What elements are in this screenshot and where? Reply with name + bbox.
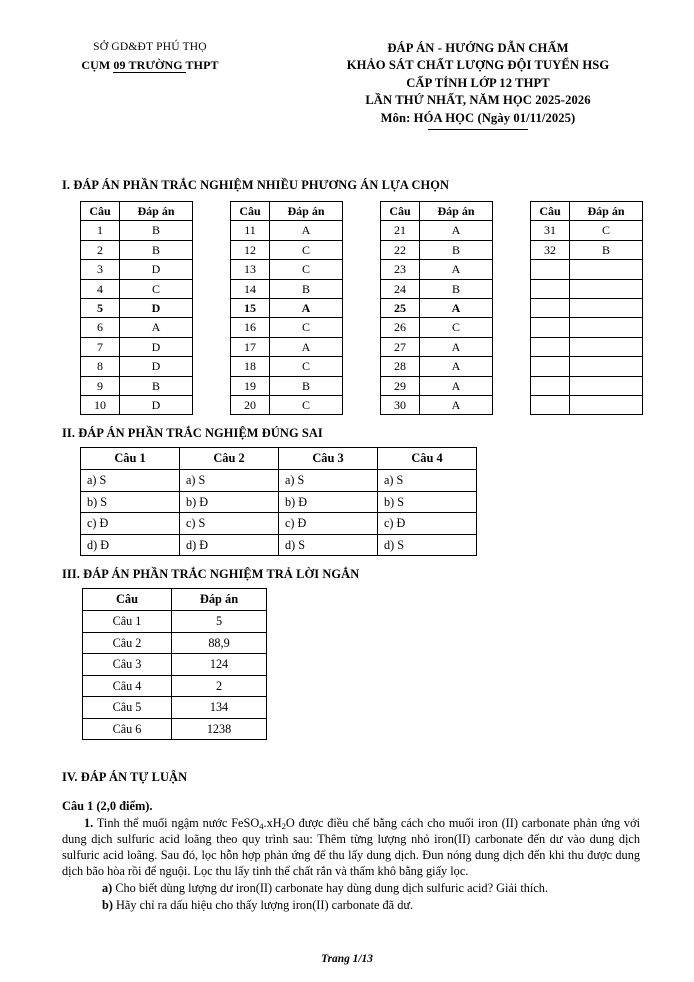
school-cluster-prefix: CỤM [81,57,114,72]
answer-value: B [570,240,643,259]
answer-value [570,357,643,376]
answer-value: A [120,318,193,337]
table-row [381,279,493,298]
school-cluster-suffix: THPT [185,57,219,72]
question-number: 6 [81,318,120,337]
question-number: 5 [81,298,120,317]
answer-value: C [270,240,343,259]
column-header-answer: Đáp án [120,201,193,220]
sub-item-tag-b: b) [102,897,113,912]
table-row [231,395,343,414]
table-row [381,318,493,337]
answer-value: A [420,337,493,356]
section-2-heading: II. ĐÁP ÁN PHẦN TRẮC NGHIỆM ĐÚNG SAI [62,426,323,441]
exam-title-line-3: CẤP TỈNH LỚP 12 THPT [406,75,550,90]
header-issuing-authority [0,40,300,75]
question-1-sub-item-a [62,881,640,897]
column-header-answer: Đáp án [270,201,343,220]
table-row [381,298,493,317]
table-row [81,513,477,535]
question-1-sub-item-b [62,898,640,914]
table-row [381,357,493,376]
table-row [81,240,193,259]
mcq-table-block-4 [530,201,643,415]
answer-value [570,260,643,279]
answer-value: B [120,240,193,259]
school-cluster-name [81,58,218,73]
question-label: Câu 1 [83,610,172,632]
answer-value: B [420,279,493,298]
answer-value: C [270,357,343,376]
answer-value: D [120,298,193,317]
table-block-spacer [193,201,230,415]
question-number: 19 [231,376,270,395]
question-number: 13 [231,260,270,279]
table-row [81,469,477,491]
section-1-answer-tables [80,201,694,415]
table-row [231,260,343,279]
question-number: 20 [231,395,270,414]
answer-value: A [420,221,493,240]
answer-value: C [420,318,493,337]
table-row [531,221,643,240]
column-header-question: Câu [381,201,420,220]
question-number [531,279,570,298]
school-cluster-underlined: 09 TRƯỜNG [113,57,186,72]
answer-value: b) S [81,491,180,513]
answer-value: 5 [172,610,267,632]
question-number: 32 [531,240,570,259]
exam-title-line-2: KHẢO SÁT CHẤT LƯỢNG ĐỘI TUYỂN HSG [346,58,610,73]
answer-value: B [270,279,343,298]
question-number: 4 [81,279,120,298]
department-name: SỞ GD&ĐT PHÚ THỌ [93,41,207,53]
answer-value: 1238 [172,718,267,740]
question-number: 18 [231,357,270,376]
sub-item-tag-a: a) [102,880,113,895]
column-header-question: Câu [531,201,570,220]
table-block-spacer [493,201,530,415]
column-header-question-4: Câu 4 [378,448,477,470]
mcq-table-block-1 [80,201,193,415]
column-header-question-3: Câu 3 [279,448,378,470]
question-number: 23 [381,260,420,279]
question-number: 31 [531,221,570,240]
table-row [381,395,493,414]
question-number: 11 [231,221,270,240]
question-label: Câu 4 [83,675,172,697]
answer-value: a) S [378,469,477,491]
answer-value: d) Đ [81,534,180,556]
answer-value: A [420,357,493,376]
question-number: 21 [381,221,420,240]
table-row [83,697,267,719]
table-row [381,240,493,259]
question-number: 16 [231,318,270,337]
table-row [81,279,193,298]
table-row [83,675,267,697]
table-row [81,298,193,317]
table-block-spacer [343,201,380,415]
column-header-question-1: Câu 1 [81,448,180,470]
table-row [81,534,477,556]
answer-value: c) Đ [279,513,378,535]
column-header-answer: Đáp án [570,201,643,220]
answer-value: A [420,260,493,279]
question-label: Câu 3 [83,654,172,676]
table-row [231,376,343,395]
answer-value: b) S [378,491,477,513]
answer-value: C [570,221,643,240]
answer-value: B [120,221,193,240]
table-row [531,376,643,395]
answer-value: A [420,376,493,395]
table-row [531,337,643,356]
question-number: 2 [81,240,120,259]
column-header-question-2: Câu 2 [180,448,279,470]
table-row [81,395,193,414]
table-row [231,298,343,317]
answer-value: D [120,357,193,376]
question-number: 30 [381,395,420,414]
question-number: 29 [381,376,420,395]
true-false-answer-table [80,447,477,556]
answer-value [570,279,643,298]
question-number: 17 [231,337,270,356]
page-number-label: Trang 1/13 [321,953,373,965]
table-row [381,260,493,279]
exam-title-line-4: LẦN THỨ NHẤT, NĂM HỌC 2025-2026 [365,93,591,108]
table-row [531,260,643,279]
answer-value [570,376,643,395]
statement-text-part-1: Tinh thể muối ngậm nước FeSO [93,815,260,830]
question-label: Câu 5 [83,697,172,719]
answer-value [570,298,643,317]
answer-value: a) S [81,469,180,491]
answer-value: D [120,337,193,356]
table-row [81,221,193,240]
table-header-row [531,201,643,220]
answer-value: 124 [172,654,267,676]
table-row [531,318,643,337]
question-number: 1 [81,221,120,240]
table-row [381,221,493,240]
answer-value: A [270,221,343,240]
answer-value: C [120,279,193,298]
question-number: 10 [81,395,120,414]
question-number: 28 [381,357,420,376]
answer-value: d) S [378,534,477,556]
question-number [531,318,570,337]
question-number: 22 [381,240,420,259]
answer-value: 2 [172,675,267,697]
mcq-table-block-3 [380,201,493,415]
statement-text-part-2: .xH [263,815,282,830]
column-header-question: Câu [83,589,172,611]
answer-value: c) Đ [81,513,180,535]
table-row [531,240,643,259]
answer-value: C [270,318,343,337]
document-header [0,0,694,130]
header-divider-rule [428,129,528,130]
column-header-answer: Đáp án [172,589,267,611]
answer-value: c) S [180,513,279,535]
question-number: 14 [231,279,270,298]
table-header-row [81,201,193,220]
table-row [231,318,343,337]
answer-value: D [120,260,193,279]
header-exam-title [300,40,694,130]
table-row [231,240,343,259]
question-number: 8 [81,357,120,376]
table-row [83,632,267,654]
question-number [531,395,570,414]
question-number: 24 [381,279,420,298]
answer-value: 88,9 [172,632,267,654]
question-number: 12 [231,240,270,259]
question-number: 3 [81,260,120,279]
question-1-label: Câu 1 (2,0 điểm). [62,799,153,814]
answer-value: D [120,395,193,414]
answer-value: b) Đ [279,491,378,513]
table-row [81,376,193,395]
question-number: 15 [231,298,270,317]
table-row [231,221,343,240]
question-number: 7 [81,337,120,356]
answer-value: b) Đ [180,491,279,513]
table-row [83,654,267,676]
table-row [81,260,193,279]
question-number [531,298,570,317]
exam-title-line-1: ĐÁP ÁN - HƯỚNG DẪN CHẤM [387,41,569,55]
table-row [81,337,193,356]
column-header-question: Câu [81,201,120,220]
table-row [81,491,477,513]
answer-value: B [120,376,193,395]
answer-value: A [270,298,343,317]
answer-value: A [420,395,493,414]
question-number: 26 [381,318,420,337]
answer-value: a) S [180,469,279,491]
question-label: Câu 2 [83,632,172,654]
table-row [531,357,643,376]
exam-subject-and-date: Môn: HÓA HỌC (Ngày 01/11/2025) [380,110,576,125]
answer-value: a) S [279,469,378,491]
question-number [531,260,570,279]
section-4-body [62,798,640,913]
table-header-row [231,201,343,220]
answer-value: d) S [279,534,378,556]
question-1-statement [62,816,640,880]
section-3-heading: III. ĐÁP ÁN PHẦN TRẮC NGHIỆM TRẢ LỜI NGẮN [62,567,360,582]
statement-text-part-3: O được điều chế bằng cách cho muối iron (II) carbonate phản ứng với dung dịch sulfuric acid loãng theo quy trình sau: Thêm từng lượng nhỏ iron(II) carbonate đến dư vào dung dịch sulfuric acid loãng. Sau đó, lọc hỗn hợp phản ứng để thu lấy dung dịch. Đun nóng dung dịch đến khi thu được dung dịch bão hòa rồi để nguội. Lọc thu lấy tinh thể chất rắn và thấm khô bằng giấy lọc. [62,815,640,878]
question-number [531,376,570,395]
table-header-row [81,448,477,470]
question-number: 25 [381,298,420,317]
table-row [83,610,267,632]
short-answer-table [82,588,267,740]
table-row [381,337,493,356]
table-header-row [83,589,267,611]
answer-value [570,395,643,414]
answer-value: B [420,240,493,259]
question-number: 27 [381,337,420,356]
table-row [231,279,343,298]
answer-value: C [270,395,343,414]
answer-value: C [270,260,343,279]
section-4-heading: IV. ĐÁP ÁN TỰ LUẬN [62,770,188,785]
formula-subscript-2: 2 [281,821,286,832]
answer-value: d) Đ [180,534,279,556]
sub-item-text-a: Cho biết dùng lượng dư iron(II) carbonate hay dùng dung dịch sulfuric acid? Giải thích. [112,880,549,895]
table-header-row [381,201,493,220]
column-header-answer: Đáp án [420,201,493,220]
question-number [531,337,570,356]
table-row [531,395,643,414]
table-row [81,318,193,337]
sub-item-text-b: Hãy chỉ ra dấu hiệu cho thấy lượng iron(II) carbonate đã dư. [112,897,414,912]
item-number: 1. [84,815,94,830]
answer-value: A [270,337,343,356]
table-row [231,357,343,376]
table-row [531,279,643,298]
question-number: 9 [81,376,120,395]
mcq-table-block-2 [230,201,343,415]
answer-value: 134 [172,697,267,719]
table-row [381,376,493,395]
table-row [81,357,193,376]
table-row [231,337,343,356]
question-label: Câu 6 [83,718,172,740]
section-1-heading: I. ĐÁP ÁN PHẦN TRẮC NGHIỆM NHIỀU PHƯƠNG ÁN LỰA CHỌN [62,177,450,192]
answer-value [570,337,643,356]
table-row [83,718,267,740]
answer-value: B [270,376,343,395]
table-row [531,298,643,317]
answer-value: A [420,298,493,317]
column-header-question: Câu [231,201,270,220]
page-footer [0,953,694,965]
answer-value [570,318,643,337]
answer-value: c) Đ [378,513,477,535]
question-number [531,357,570,376]
formula-subscript-4: 4 [259,821,264,832]
